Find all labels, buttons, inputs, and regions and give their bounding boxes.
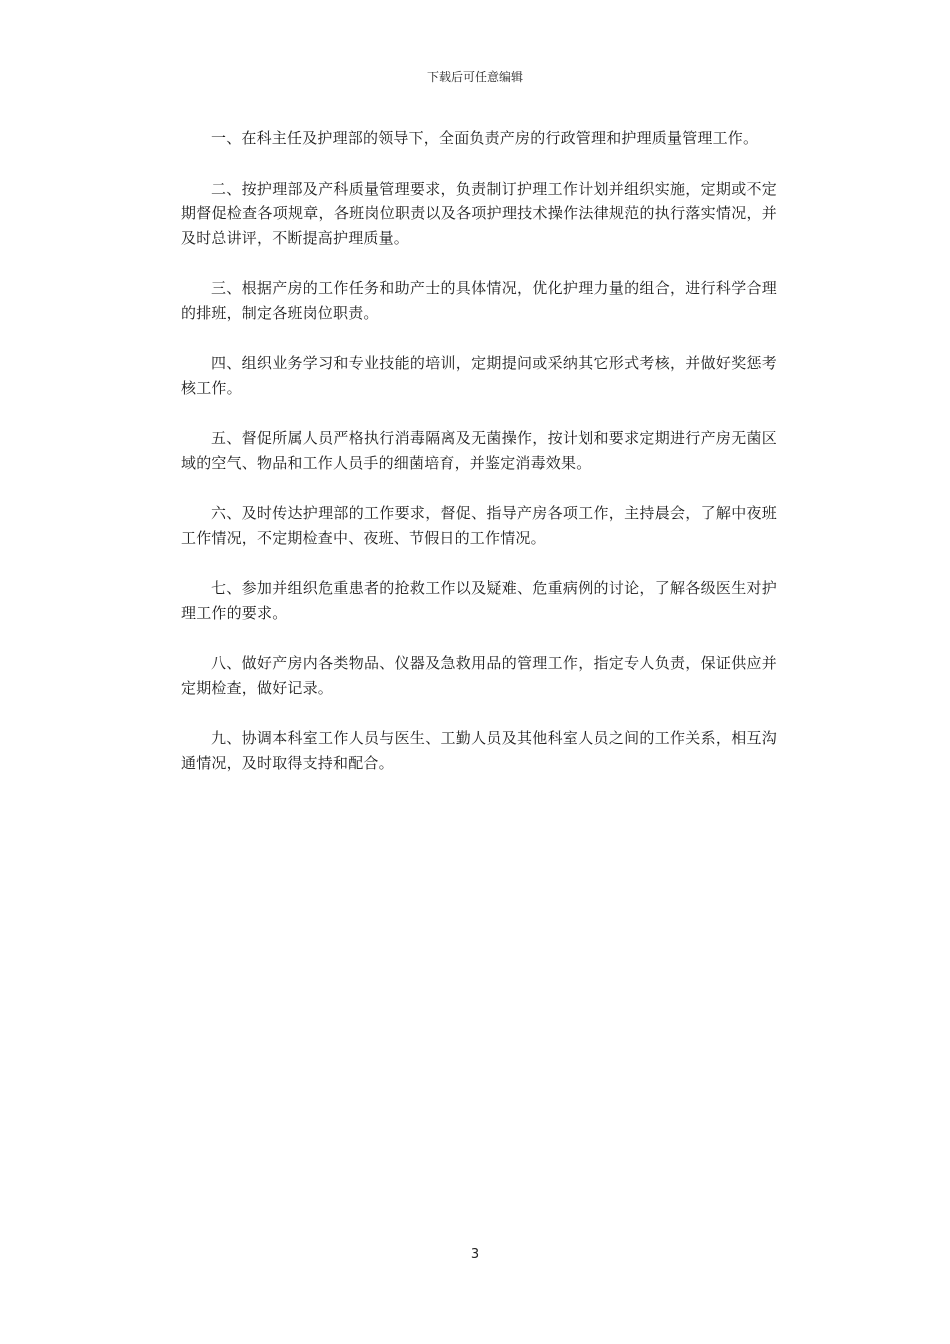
paragraph-2: 二、按护理部及产科质量管理要求，负责制订护理工作计划并组织实施，定期或不定期督促检查各项规章，各班岗位职责以及各项护理技术操作法律规范的执行落实情况，并及时总讲评，不断提高护理质量。 xyxy=(181,179,777,247)
paragraph-7: 七、参加并组织危重患者的抢救工作以及疑难、危重病例的讨论，了解各级医生对护理工作的要求。 xyxy=(181,579,777,622)
paragraph-9: 九、协调本科室工作人员与医生、工勤人员及其他科室人员之间的工作关系，相互沟通情况，及时取得支持和配合。 xyxy=(181,729,777,772)
paragraph-8: 八、做好产房内各类物品、仪器及急救用品的管理工作，指定专人负责，保证供应并定期检查，做好记录。 xyxy=(181,654,777,697)
paragraph-1: 一、在科主任及护理部的领导下，全面负责产房的行政管理和护理质量管理工作。 xyxy=(211,129,759,147)
document-body xyxy=(181,126,777,801)
paragraph-4: 四、组织业务学习和专业技能的培训，定期提问或采纳其它形式考核，并做好奖惩考核工作。 xyxy=(181,354,777,397)
page-header: 下载后可任意编辑 xyxy=(426,70,523,84)
paragraph-3: 三、根据产房的工作任务和助产士的具体情况，优化护理力量的组合，进行科学合理的排班，制定各班岗位职责。 xyxy=(181,279,777,322)
paragraph-5: 五、督促所属人员严格执行消毒隔离及无菌操作，按计划和要求定期进行产房无菌区域的空气、物品和工作人员手的细菌培育，并鉴定消毒效果。 xyxy=(181,429,777,472)
page-number: 3 xyxy=(470,1247,480,1262)
paragraph-6: 六、及时传达护理部的工作要求，督促、指导产房各项工作，主持晨会，了解中夜班工作情况，不定期检查中、夜班、节假日的工作情况。 xyxy=(181,504,777,547)
